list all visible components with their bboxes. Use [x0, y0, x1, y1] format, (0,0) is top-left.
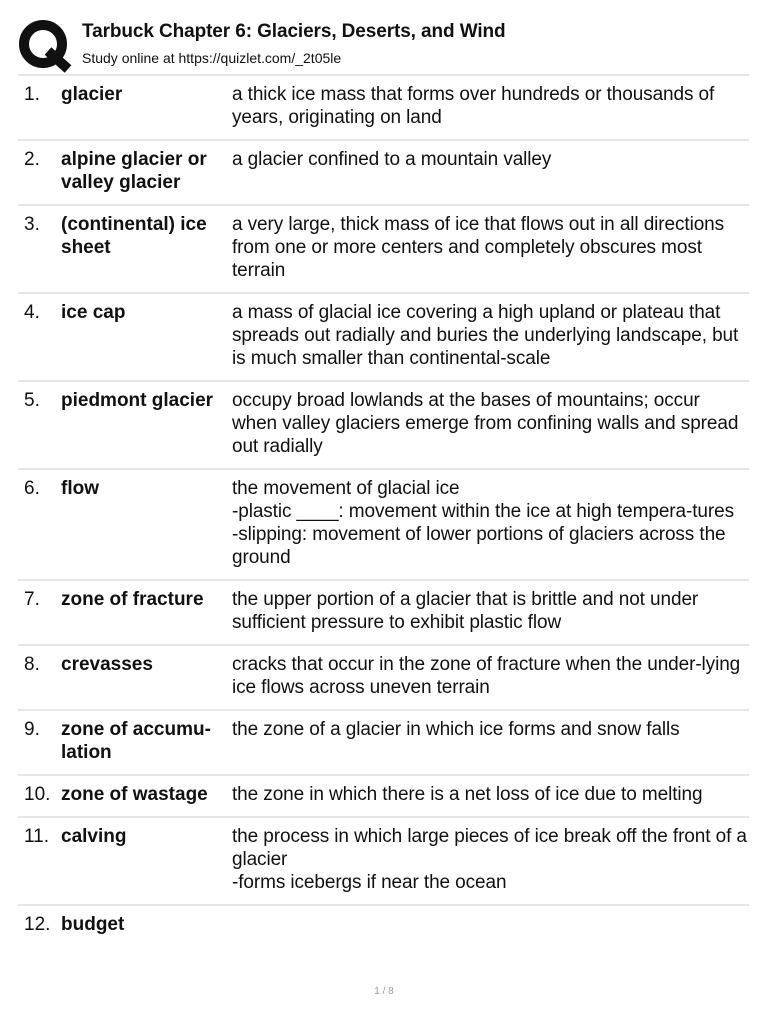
quizlet-logo-icon [18, 19, 72, 73]
page-indicator: 1 / 8 [374, 986, 394, 997]
flashcard-row [18, 709, 749, 774]
card-term: zone of wastage [61, 784, 208, 805]
card-number: 8. [24, 654, 40, 675]
flashcard-row [18, 204, 749, 292]
card-term: glacier [61, 84, 123, 105]
flashcard-row [18, 579, 749, 644]
card-term: calving [61, 826, 127, 847]
card-term: piedmont glacier [61, 390, 214, 411]
card-definition: a very large, thick mass of ice that flows out in all directions from one or more centers and completely obscures most terrain [232, 214, 725, 281]
page-title: Tarbuck Chapter 6: Glaciers, Deserts, and Wind [82, 21, 506, 42]
card-definition: the zone of a glacier in which ice forms and snow falls [232, 719, 680, 740]
card-term: zone of accumu-lation [61, 719, 211, 763]
card-number: 11. [24, 826, 50, 847]
card-number: 4. [24, 302, 40, 323]
card-number: 6. [24, 478, 40, 499]
card-term: crevasses [61, 654, 153, 675]
card-definition: the upper portion of a glacier that is brittle and not under sufficient pressure to exhibit plastic flow [232, 589, 699, 633]
flashcard-list [18, 74, 749, 946]
flashcard-row [18, 139, 749, 204]
card-definition: the process in which large pieces of ice break off the front of a glacier -forms icebergs if near the ocean [232, 826, 747, 893]
card-definition: the zone in which there is a net loss of ice due to melting [232, 784, 703, 805]
card-term: flow [61, 478, 99, 499]
card-number: 3. [24, 214, 40, 235]
card-definition: a mass of glacial ice covering a high upland or plateau that spreads out radially and buries the underlying landscape, but is much smaller than continental-scale [232, 302, 739, 369]
card-number: 1. [24, 84, 40, 105]
flashcard-row [18, 74, 749, 139]
card-number: 12. [24, 914, 51, 935]
card-definition: occupy broad lowlands at the bases of mountains; occur when valley glaciers emerge from confining walls and spread out radially [232, 390, 739, 457]
card-number: 7. [24, 589, 40, 610]
card-term: zone of fracture [61, 589, 204, 610]
flashcard-row [18, 774, 749, 816]
flashcard-row [18, 816, 749, 904]
card-term: budget [61, 914, 125, 935]
card-number: 9. [24, 719, 40, 740]
card-term: ice cap [61, 302, 126, 323]
flashcard-row [18, 468, 749, 579]
card-term: alpine glacier or valley glacier [61, 149, 207, 193]
flashcard-row [18, 904, 749, 946]
study-online-link[interactable]: Study online at https://quizlet.com/_2t05le [82, 50, 342, 66]
card-definition: cracks that occur in the zone of fracture when the under-lying ice flows across uneven terrain [232, 654, 741, 698]
flashcard-row [18, 380, 749, 468]
flashcard-row [18, 644, 749, 709]
card-definition: the movement of glacial ice -plastic ____: movement within the ice at high tempera-tures -slipping: movement of lower portions of glaciers across the ground [232, 478, 734, 568]
page-header [0, 0, 768, 74]
flashcard-row [18, 292, 749, 380]
card-definition: a thick ice mass that forms over hundreds or thousands of years, originating on land [232, 84, 715, 128]
card-number: 2. [24, 149, 40, 170]
card-number: 5. [24, 390, 40, 411]
card-number: 10. [24, 784, 51, 805]
card-term: (continental) ice sheet [61, 214, 207, 258]
card-definition: a glacier confined to a mountain valley [232, 149, 552, 170]
